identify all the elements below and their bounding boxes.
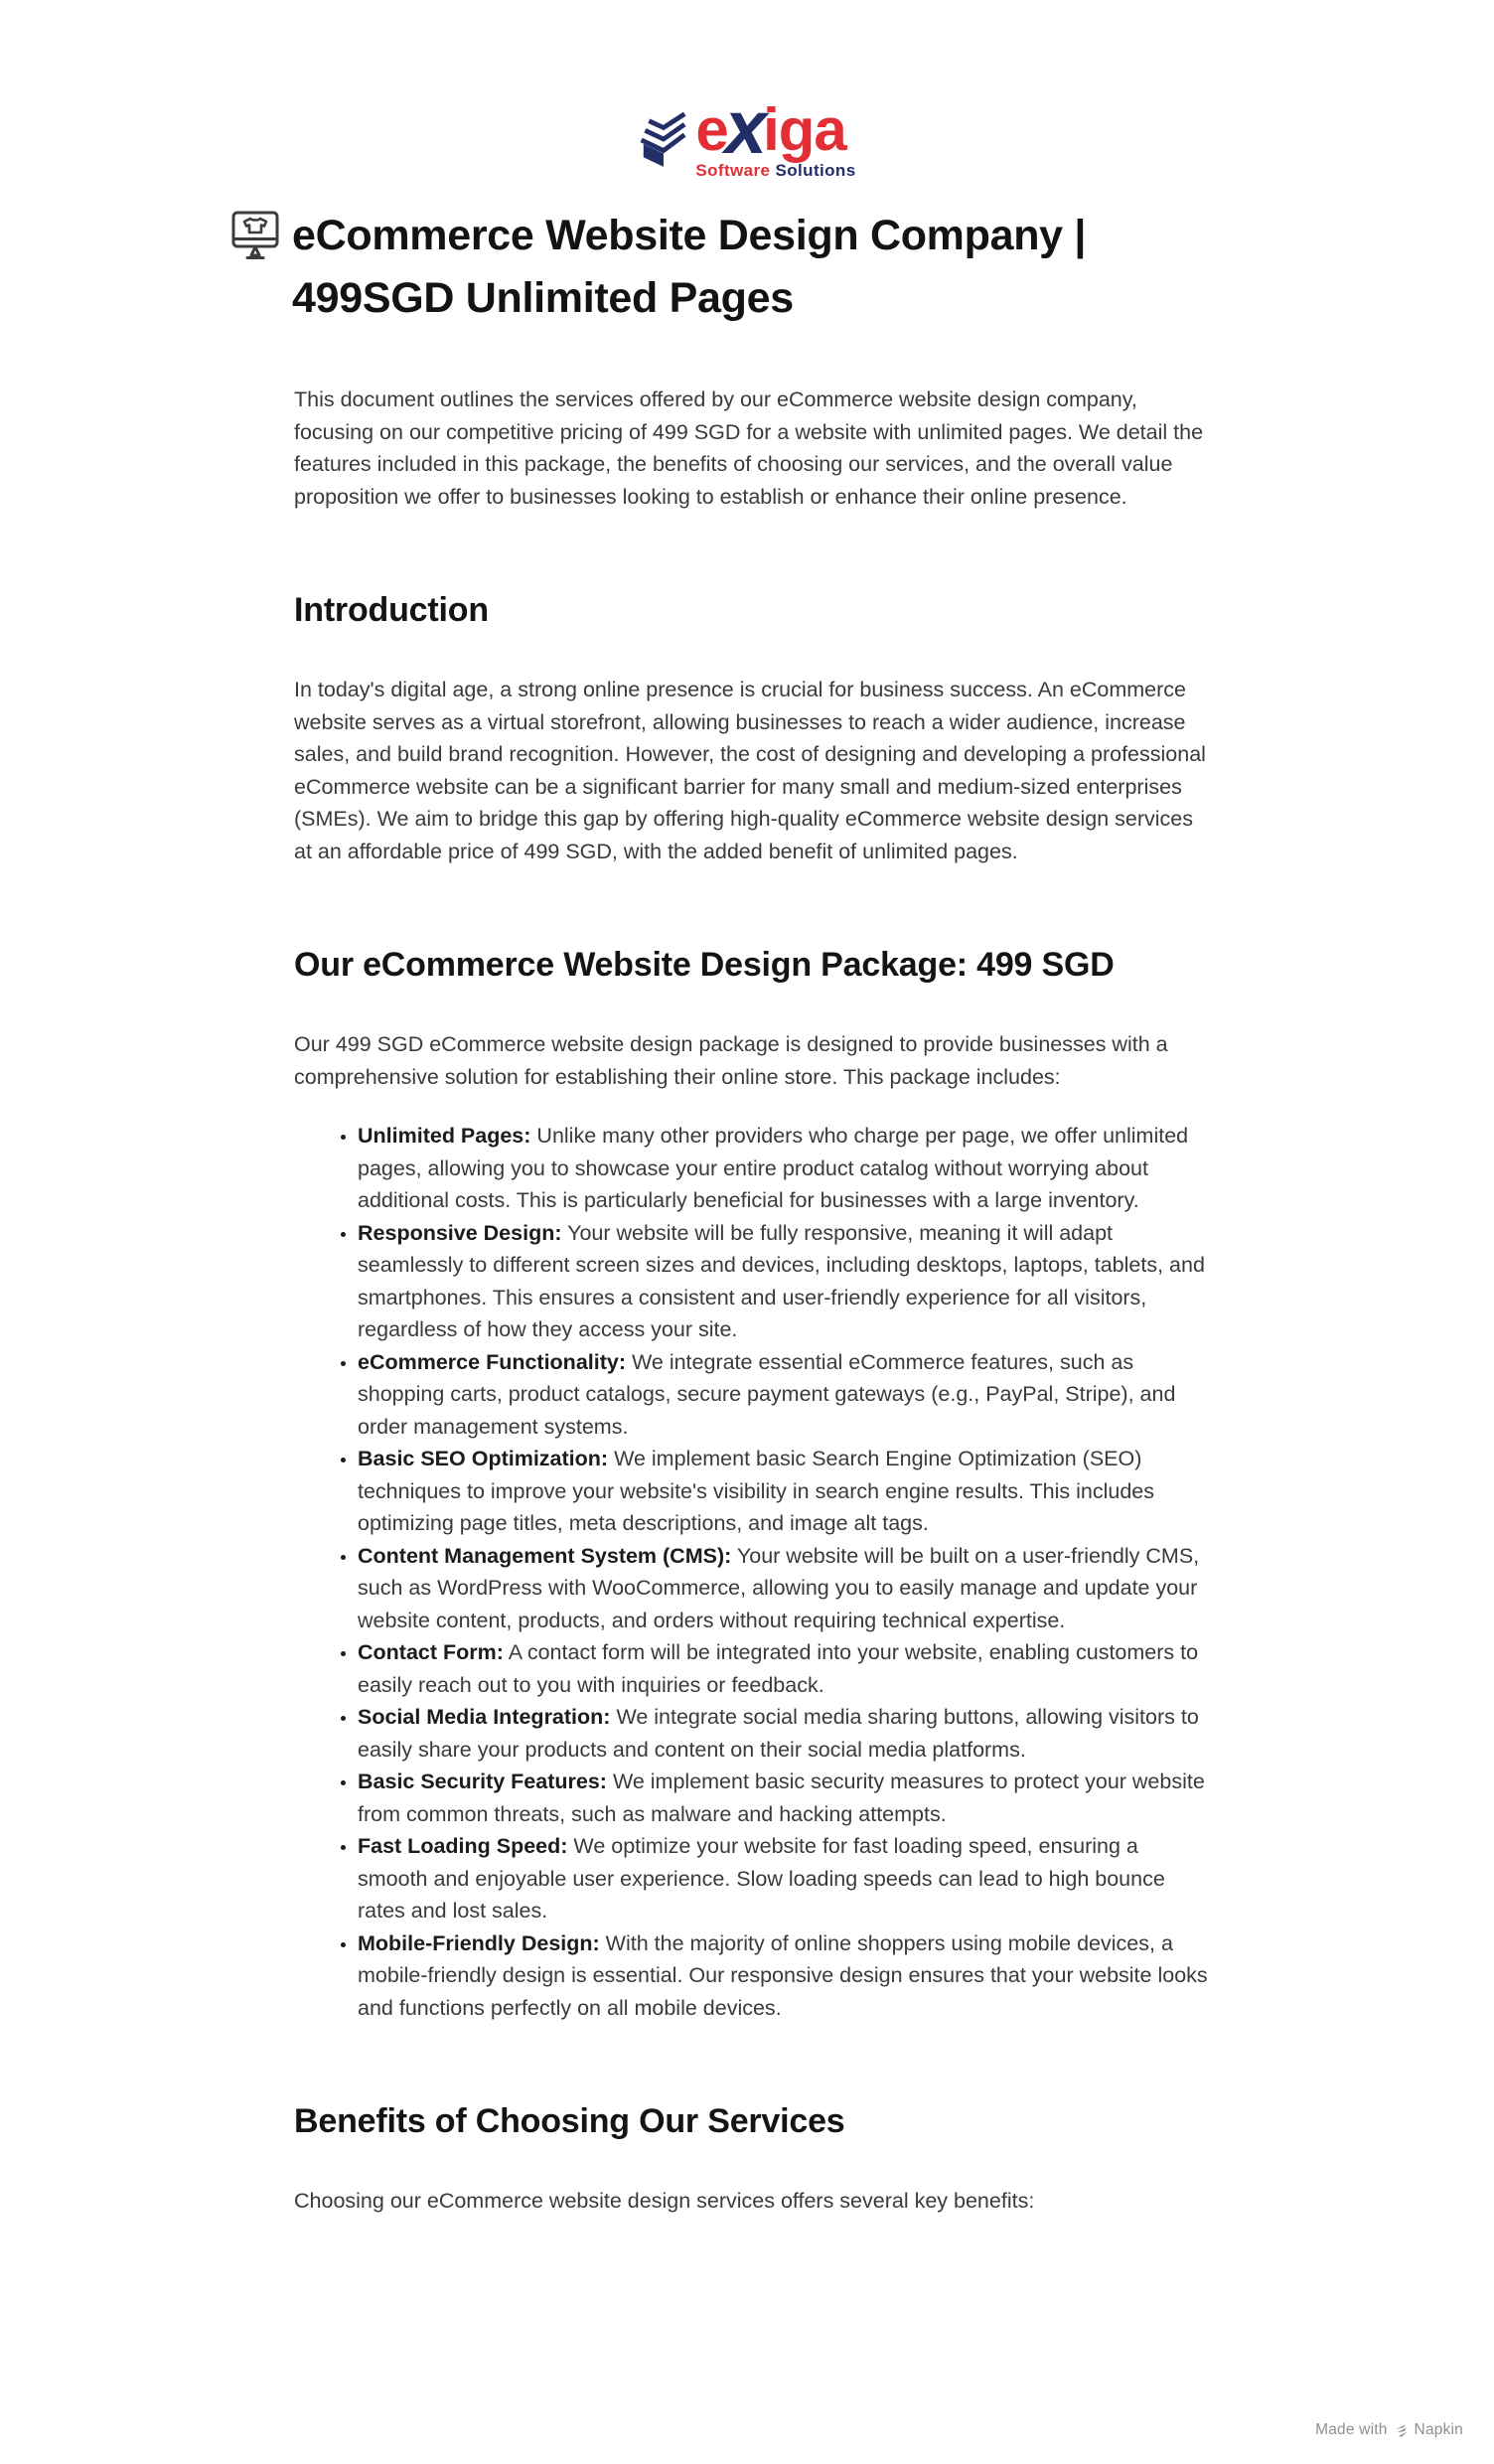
feature-text: We implement basic security measures to protect your website from common threats, such as malware and hacking attempts. (358, 1770, 1205, 1826)
logo-letter-x: x (724, 85, 767, 170)
feature-text: We optimize your website for fast loading speed, ensuring a smooth and enjoyable user experience. Slow loading speeds can lead to high bounce rates and lost sales. (358, 1834, 1165, 1923)
feature-item-social-media (358, 1701, 1208, 1766)
feature-text: Your website will be built on a user-friendly CMS, such as WordPress with WooCommerce, allowing you to easily manage and update your website content, products, and orders without requiring technical expertise. (358, 1543, 1200, 1632)
section-heading-package: Our eCommerce Website Design Package: 499 SGD (294, 946, 1115, 984)
made-with-label: Made with (1315, 2421, 1388, 2438)
feature-label: Basic SEO Optimization: (358, 1447, 609, 1470)
page-title-line2: 499SGD Unlimited Pages (292, 274, 794, 322)
logo-letter-e: e (695, 96, 728, 163)
section-heading-introduction: Introduction (294, 591, 489, 629)
logo-subtitle-software: Software (695, 161, 771, 180)
logo-subtitle-solutions: Solutions (775, 161, 856, 180)
feature-label: Basic Security Features: (358, 1770, 607, 1793)
feature-text: We integrate social media sharing buttons, allowing visitors to easily share your products and content on their social media platforms. (358, 1705, 1199, 1762)
feature-label: Responsive Design: (358, 1220, 562, 1245)
feature-text: We implement basic Search Engine Optimization (SEO) techniques to improve your website's visibility in search engine results. This includes optimizing page titles, meta descriptions, and image alt tags. (358, 1447, 1154, 1535)
logo-text (695, 85, 856, 181)
page-title-text (292, 205, 1086, 330)
feature-label: Mobile-Friendly Design: (358, 1930, 600, 1955)
feature-label: Social Media Integration: (358, 1705, 611, 1729)
package-feature-list (294, 1120, 1208, 2024)
feature-item-ecommerce-functionality (358, 1346, 1208, 1444)
logo-letters-iga: iga (763, 96, 846, 163)
page-title-line1: eCommerce Website Design Company | (292, 212, 1087, 259)
monitor-tshirt-icon (230, 210, 280, 265)
feature-item-cms (358, 1540, 1208, 1637)
feature-text: A contact form will be integrated into your website, enabling customers to easily reach out to you with inquiries or feedback. (358, 1640, 1199, 1697)
made-with-napkin-badge (1315, 2421, 1463, 2439)
logo-wordmark (695, 85, 855, 170)
layers-stack-icon (638, 99, 687, 173)
feature-item-mobile-friendly (358, 1927, 1208, 2025)
logo-subtitle (695, 161, 855, 181)
feature-label: Fast Loading Speed: (358, 1834, 568, 1858)
feature-text: We integrate essential eCommerce features, such as shopping carts, product catalogs, secure payment gateways (e.g., PayPal, Stripe), and order management systems. (358, 1349, 1176, 1439)
page-title (230, 205, 1214, 330)
section-heading-benefits: Benefits of Choosing Our Services (294, 2102, 845, 2140)
feature-item-responsive-design (358, 1217, 1208, 1346)
exiga-logo (0, 0, 1494, 181)
intro-summary-paragraph: This document outlines the services offered by our eCommerce website design company, focusing on our competitive pricing of 499 SGD for a website with unlimited pages. We detail the features included in this package, the benefits of choosing our services, and the overall value proposition we offer to businesses looking to establish or enhance their online presence. (294, 387, 1204, 509)
feature-item-fast-loading (358, 1830, 1208, 1927)
feature-label: eCommerce Functionality: (358, 1349, 626, 1374)
introduction-paragraph: In today's digital age, a strong online presence is crucial for business success. An eCommerce website serves as a virtual storefront, allowing businesses to reach a wider audience, increase sales, and build brand recognition. However, the cost of designing and developing a professional eCommerce website can be a significant barrier for many small and medium-sized enterprises (SMEs). We aim to bridge this gap by offering high-quality eCommerce website design services at an affordable price of 499 SGD, with the added benefit of unlimited pages. (294, 678, 1206, 863)
napkin-logo-icon (1394, 2423, 1409, 2438)
benefits-paragraph: Choosing our eCommerce website design services offers several key benefits: (294, 2189, 1035, 2213)
feature-item-basic-seo (358, 1443, 1208, 1540)
package-paragraph: Our 499 SGD eCommerce website design package is designed to provide businesses with a comprehensive solution for establishing their online store. This package includes: (294, 1032, 1168, 1089)
feature-text: Your website will be fully responsive, meaning it will adapt seamlessly to different screen sizes and devices, including desktops, laptops, tablets, and smartphones. This ensures a consistent and user-friendly experience for all visitors, regardless of how they access your site. (358, 1220, 1205, 1341)
feature-item-unlimited-pages (358, 1120, 1208, 1217)
feature-item-contact-form (358, 1636, 1208, 1701)
feature-text: Unlike many other providers who charge per page, we offer unlimited pages, allowing you to showcase your entire product catalog without worrying about additional costs. This is particularly beneficial for businesses with a large inventory. (358, 1124, 1189, 1212)
document-content (294, 205, 1208, 2218)
feature-item-basic-security (358, 1766, 1208, 1830)
napkin-brand-label: Napkin (1414, 2421, 1463, 2438)
feature-label: Contact Form: (358, 1640, 504, 1664)
feature-label: Unlimited Pages: (358, 1124, 531, 1148)
feature-text: With the majority of online shoppers using mobile devices, a mobile-friendly design is essential. Our responsive design ensures that your website looks and functions perfectly on all mobile devices. (358, 1930, 1208, 2020)
feature-label: Content Management System (CMS): (358, 1543, 732, 1568)
